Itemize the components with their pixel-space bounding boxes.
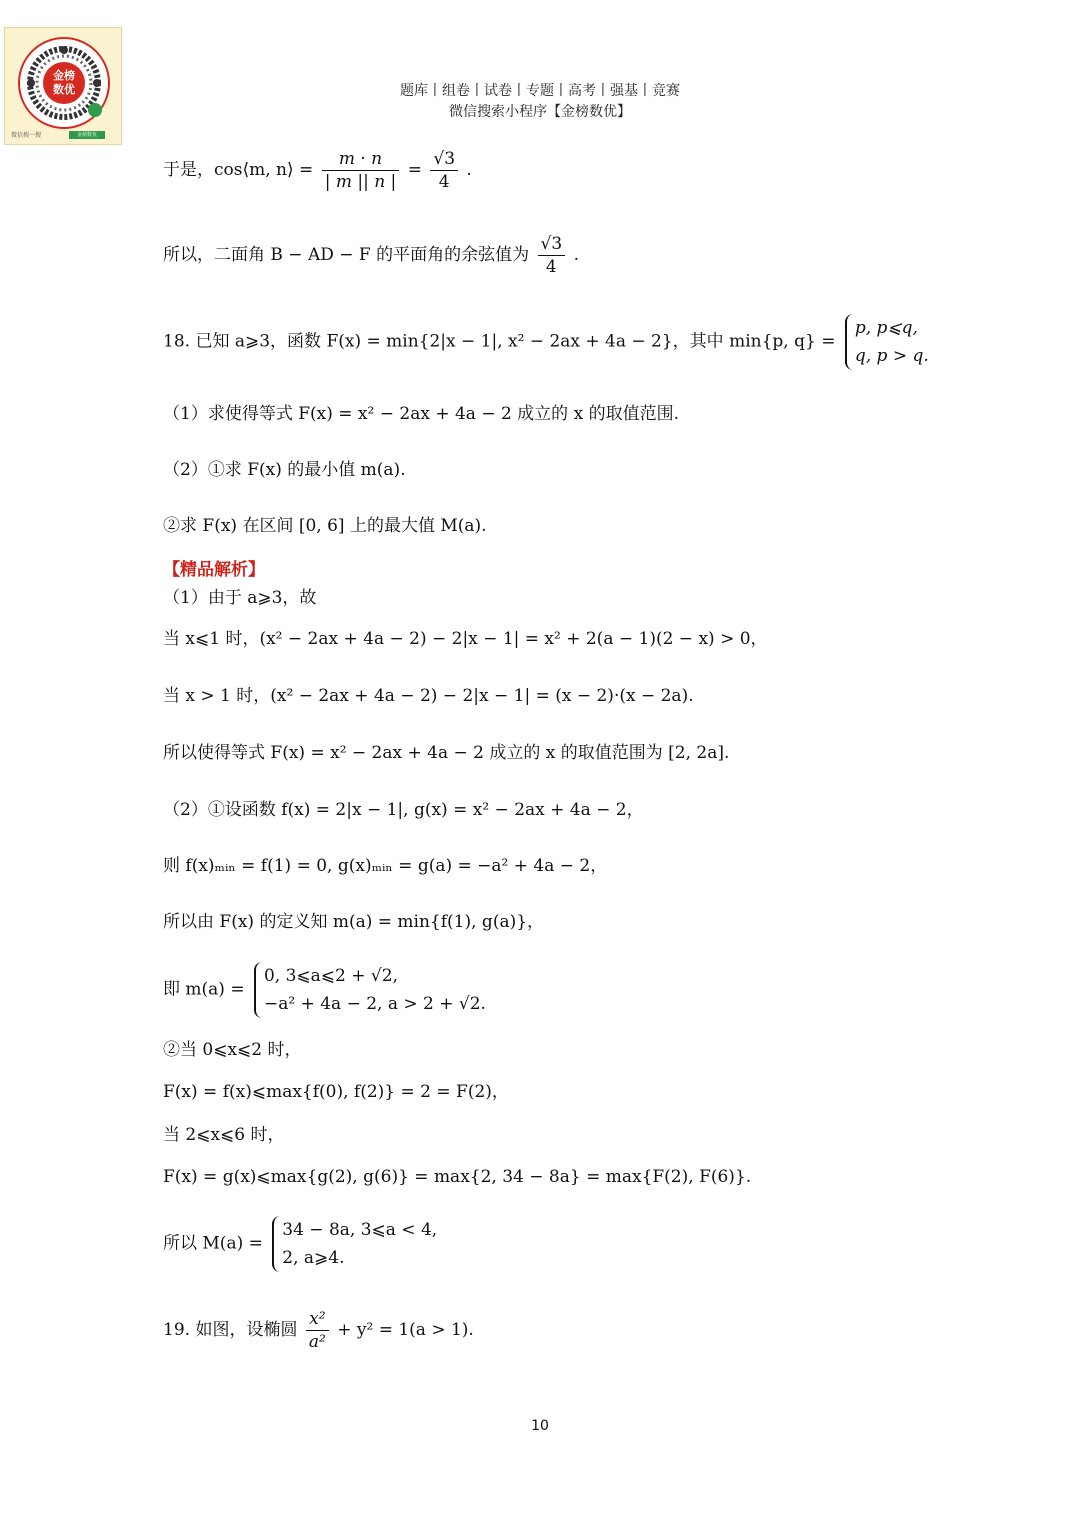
m-a-case-2: −a² + 4a − 2, a > 2 + √2. xyxy=(263,994,486,1014)
cos-num: m · n xyxy=(322,148,400,171)
M-a-prefix: 所以 M(a) = xyxy=(163,1233,263,1254)
solution-line-12: F(x) = g(x)⩽max{g(2), g(6)} = max{2, 34 − 8a} = max{F(2), F(6)}. xyxy=(163,1167,752,1187)
solution-line-9: ②当 0⩽x⩽2 时， xyxy=(163,1040,302,1060)
m-a-case-1: 0, 3⩽a⩽2 + √2, xyxy=(263,966,398,986)
dihedral-den: 4 xyxy=(545,257,557,277)
page-number: 10 xyxy=(531,1418,549,1434)
solution-line-2: 当 x⩽1 时，(x² − 2ax + 4a − 2) − 2|x − 1| = x² + 2(a − 1)(2 − x) > 0， xyxy=(163,629,768,649)
m-a-prefix: 即 m(a) = xyxy=(163,979,245,1000)
q18-part3: ②求 F(x) 在区间 [0, 6] 上的最大值 M(a). xyxy=(163,516,487,536)
min-case-1: p, p⩽q, xyxy=(854,318,918,338)
M-a-case-2: 2, a⩾4. xyxy=(282,1248,345,1268)
question-18 xyxy=(163,314,929,370)
ellipse-fraction xyxy=(306,1308,329,1353)
q18-part1: （1）求使得等式 F(x) = x² − 2ax + 4a − 2 成立的 x 的取值范围. xyxy=(163,404,679,424)
header-subtitle: 微信搜索小程序【金榜数优】 xyxy=(449,104,631,120)
solution-line-10: F(x) = f(x)⩽max{f(0), f(2)} = 2 = F(2)， xyxy=(163,1082,509,1102)
logo-footer-left: 微信搜一搜 xyxy=(11,132,42,139)
line-cosine xyxy=(163,148,472,193)
cos-value-num: √3 xyxy=(430,148,458,171)
M-a-cases xyxy=(272,1216,437,1272)
dihedral-end: . xyxy=(573,245,579,265)
solution-line-13 xyxy=(163,1216,437,1272)
cos-end: . xyxy=(466,160,472,180)
M-a-case-1: 34 − 8a, 3⩽a < 4, xyxy=(282,1220,438,1240)
cos-prefix: 于是，cos⟨m, n⟩ = xyxy=(163,160,314,180)
cos-fraction xyxy=(322,148,400,193)
solution-line-7: 所以由 F(x) 的定义知 m(a) = min{f(1), g(a)}， xyxy=(163,912,545,932)
logo-footer-right: 金榜数优 xyxy=(69,131,105,139)
solution-line-11: 当 2⩽x⩽6 时， xyxy=(163,1125,285,1145)
logo-badge-line2: 数优 xyxy=(53,83,75,96)
cos-value-den: 4 xyxy=(438,172,450,192)
min-cases xyxy=(845,314,929,370)
q19-suffix: + y² = 1(a > 1). xyxy=(337,1320,474,1340)
question-19 xyxy=(163,1308,474,1353)
cos-eq: = xyxy=(407,160,422,180)
solution-line-8 xyxy=(163,962,486,1018)
m-a-cases xyxy=(254,962,486,1018)
dihedral-prefix: 所以，二面角 B − AD − F 的平面角的余弦值为 xyxy=(163,245,530,265)
solution-line-3: 当 x > 1 时，(x² − 2ax + 4a − 2) − 2|x − 1| = (x − 2)·(x − 2a). xyxy=(163,686,694,706)
q18-part2: （2）①求 F(x) 的最小值 m(a). xyxy=(163,460,406,480)
logo-badge-line1: 金榜 xyxy=(53,69,75,82)
cos-den: | m || n | xyxy=(324,172,397,192)
solution-line-6: 则 f(x)ₘᵢₙ = f(1) = 0, g(x)ₘᵢₙ = g(a) = −a² + 4a − 2， xyxy=(163,856,608,876)
min-case-2: q, p > q. xyxy=(854,346,929,366)
solution-line-5: （2）①设函数 f(x) = 2|x − 1|, g(x) = x² − 2ax + 4a − 2， xyxy=(163,800,644,820)
header-nav: 题库丨组卷丨试卷丨专题丨高考丨强基丨竞赛 xyxy=(400,83,680,99)
ellipse-num: x² xyxy=(306,1308,329,1331)
q19-prefix: 19. 如图，设椭圆 xyxy=(163,1320,298,1340)
ellipse-den: a² xyxy=(308,1332,326,1352)
solution-line-1: （1）由于 a⩾3，故 xyxy=(163,588,317,608)
dihedral-num: √3 xyxy=(538,233,566,256)
solution-line-4: 所以使得等式 F(x) = x² − 2ax + 4a − 2 成立的 x 的取值范围为 [2, 2a]. xyxy=(163,743,730,763)
cos-value xyxy=(430,148,458,193)
q18-text: 18. 已知 a⩾3，函数 F(x) = min{2|x − 1|, x² − 2ax + 4a − 2}，其中 min{p, q} = xyxy=(163,331,836,352)
dihedral-fraction xyxy=(538,233,566,278)
line-dihedral xyxy=(163,233,579,278)
section-heading: 【精品解析】 xyxy=(163,560,265,580)
logo-footer xyxy=(11,130,115,140)
